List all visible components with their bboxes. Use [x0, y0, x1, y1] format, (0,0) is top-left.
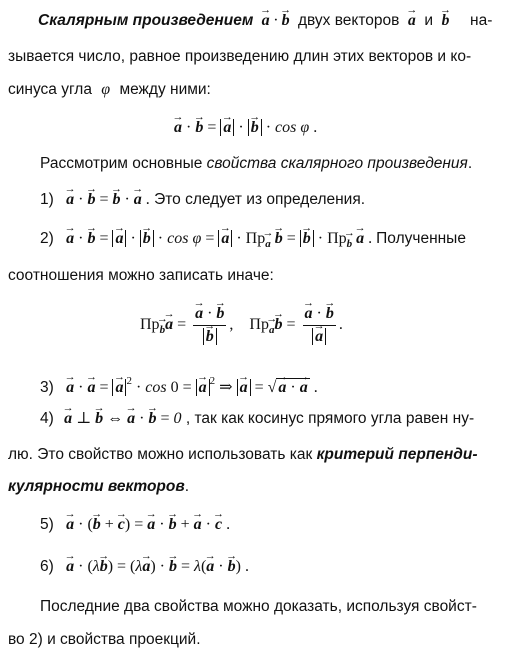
property-number: 5)	[40, 516, 54, 533]
property-3-formula: → a · → a = → a $^2$ · cos 0 = → a $^2$ ⇒ → a = √→ a · → a .	[66, 379, 318, 396]
fraction-1: → a · → b → b	[193, 303, 226, 348]
property-4-formula: → a ⊥ → b ⇔ → a · → b = 0	[64, 410, 181, 427]
vector-a: → a	[408, 11, 416, 31]
property-4	[40, 409, 474, 429]
property-1-formula: → a · → b = → b · → a .	[66, 191, 150, 208]
projection-formulas: Пр→ $_b$→ a = → a · → b → b , Пр→ $_a$→ b = → a · → b → a .	[140, 303, 343, 348]
criterion-term: критерий перпенди-	[316, 446, 478, 463]
definition-line-1	[38, 11, 492, 31]
property-number: 2)	[40, 230, 54, 247]
property-2	[40, 229, 466, 254]
definition-line-3	[8, 80, 211, 100]
period: .	[184, 478, 190, 495]
property-2-text: Полученные	[376, 230, 466, 247]
property-number: 1)	[40, 191, 54, 208]
property-5-formula: → a · (→ b + → c) = → a · → b + → a · → c .	[66, 516, 230, 533]
intro-end: .	[467, 155, 473, 172]
continuation-text: лю. Это свойство можно использовать как	[8, 446, 313, 463]
property-2-formula: → a · → b = → a · → b · cos φ = → a · Пр→ $_a$ → b = → b · Пр→ $_b$ → a .	[66, 230, 376, 247]
closing-line-1: Последние два свойства можно доказать, используя свойст-	[40, 598, 477, 615]
property-1-text: Это следует из определения.	[154, 191, 366, 208]
property-2-continuation: соотношения можно записать иначе:	[8, 267, 274, 284]
closing-line-2: во 2) и свойства проекций.	[8, 631, 201, 648]
property-4-continuation-2	[8, 477, 189, 497]
property-4-continuation	[8, 445, 478, 465]
property-5	[40, 515, 230, 535]
definition-text: двух векторов	[297, 12, 400, 29]
intro-italic: свойства скалярного произведения	[206, 155, 468, 172]
angle-text: синуса угла	[8, 81, 92, 98]
property-number: 4)	[40, 410, 54, 427]
phi-symbol: φ	[101, 81, 111, 98]
hyphen-tail: на-	[470, 12, 493, 29]
property-number: 3)	[40, 379, 54, 396]
criterion-term-end: кулярности векторов	[8, 478, 185, 495]
property-3	[40, 371, 318, 398]
between-text: между ними:	[119, 81, 211, 98]
properties-intro	[40, 154, 472, 174]
main-formula: → a · → b = → a · → b · cos φ .	[174, 118, 317, 138]
property-number: 6)	[40, 558, 54, 575]
conjunction: и	[424, 12, 434, 29]
formula-a-dot-b: → a · → b	[258, 12, 294, 29]
fraction-2: → a · → b → a	[303, 303, 336, 348]
definition-line-2: зывается число, равное произведению длин этих векторов и ко-	[8, 48, 472, 65]
property-6-formula: → a · (λ→ b) = (λ→ a) · → b = λ(→ a · → b) .	[66, 558, 249, 575]
property-1	[40, 190, 365, 210]
intro-text: Рассмотрим основные	[40, 155, 203, 172]
property-4-text: , так как косинус прямого угла равен ну-	[185, 410, 475, 427]
vector-b: → b	[442, 11, 450, 31]
property-6	[40, 557, 249, 577]
term-scalar-product: Скалярным произведением	[38, 12, 254, 29]
